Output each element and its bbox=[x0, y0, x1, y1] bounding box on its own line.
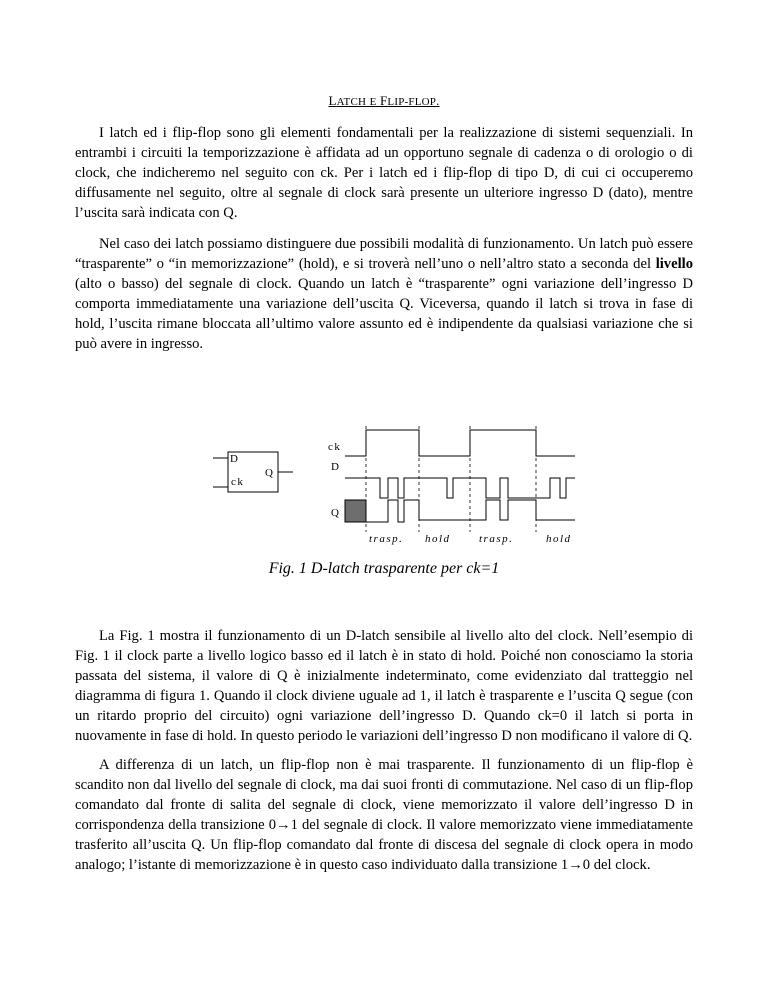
phase-label-trasp-2: trasp. bbox=[479, 533, 514, 545]
page-title: LATCH E FLIP-FLOP. bbox=[328, 93, 440, 108]
q-waveform bbox=[366, 500, 575, 522]
paragraph-latch-modes: Nel caso dei latch possiamo distinguere due possibili modalità di funzionamento. Un latch può essere “trasparente” o “in memorizzazione” (hold), e si troverà nell’uno o nell’altro stato a seconda del livello (alto o basso) del segnale di clock. Quando un latch è “trasparente” ogni variazione dell’ingresso D comporta immediatamente una variazione dell’uscita Q. Viceversa, quando il latch si trova in fase di hold, l’uscita rimane bloccata all’ultimo valore assunto ed è indipendente da qualsiasi variazione che si può avere in ingresso. bbox=[75, 236, 693, 352]
figure-caption: Fig. 1 D-latch trasparente per ck=1 bbox=[268, 560, 500, 577]
paragraph-fig-explanation: La Fig. 1 mostra il funzionamento di un D-latch sensibile al livello alto del clock. Nell’esempio di Fig. 1 il clock parte a livello logico basso ed il latch è in stato di hold. Poiché non conosciamo la storia passata del sistema, il valore di Q è inizialmente indeterminato, come evidenziato dal tratteggio nel diagramma di figura 1. Quando il clock diviene uguale ad 1, il latch è trasparente e l’uscita Q segue (con un ritardo proprio del circuito) ogni variazione dell’ingresso D. Quando ck=0 il latch si porta in nuovamente in fase di hold. In questo periodo le variazioni dell’ingresso D non modificano il valore di Q. bbox=[75, 628, 693, 744]
box-label-d: D bbox=[230, 453, 240, 465]
signal-label-d: D bbox=[331, 461, 341, 473]
signal-label-ck: ck bbox=[328, 441, 342, 453]
d-waveform bbox=[345, 478, 575, 498]
d-latch-symbol bbox=[213, 452, 293, 492]
phase-label-hold-2: hold bbox=[546, 533, 572, 545]
ck-waveform bbox=[345, 430, 575, 456]
phase-label-trasp-1: trasp. bbox=[369, 533, 404, 545]
paragraph-intro: I latch ed i flip-flop sono gli elementi fondamentali per la realizzazione di sistemi sequenziali. In entrambi i circuiti la temporizzazione è affidata ad un opportuno segnale di cadenza o di orologio o di clock, che indicheremo nel seguito con ck. Per i latch ed i flip-flop di tipo D, di cui ci occuperemo diffusamente nel seguito, oltre al segnale di clock sarà presente un ulteriore ingresso D (dato), mentre l’uscita sarà indicata con Q. bbox=[75, 125, 693, 221]
bold-livello: livello bbox=[655, 256, 693, 272]
box-label-ck: ck bbox=[231, 476, 245, 488]
q-indeterminate-region bbox=[345, 500, 366, 522]
box-label-q: Q bbox=[265, 467, 275, 479]
paragraph-flip-flop: A differenza di un latch, un flip-flop non è mai trasparente. Il funzionamento di un flip-flop è scandito non dal livello del segnale di clock, ma dai suoi fronti di commutazione. Nel caso di un flip-flop comandato dal fronte di salita del segnale di clock, viene memorizzato il valore dell’ingresso D in corrispondenza della transizione 0→1 del segnale di clock. Il valore memorizzato viene immediatamente trasferito all’uscita Q. Un flip-flop comandato dal fronte di discesa del segnale di clock opera in modo analogo; l’istante di memorizzazione è in questo caso individuato dalla transizione 1→0 del clock. bbox=[75, 757, 693, 873]
phase-label-hold-1: hold bbox=[425, 533, 451, 545]
signal-label-q: Q bbox=[331, 507, 341, 519]
